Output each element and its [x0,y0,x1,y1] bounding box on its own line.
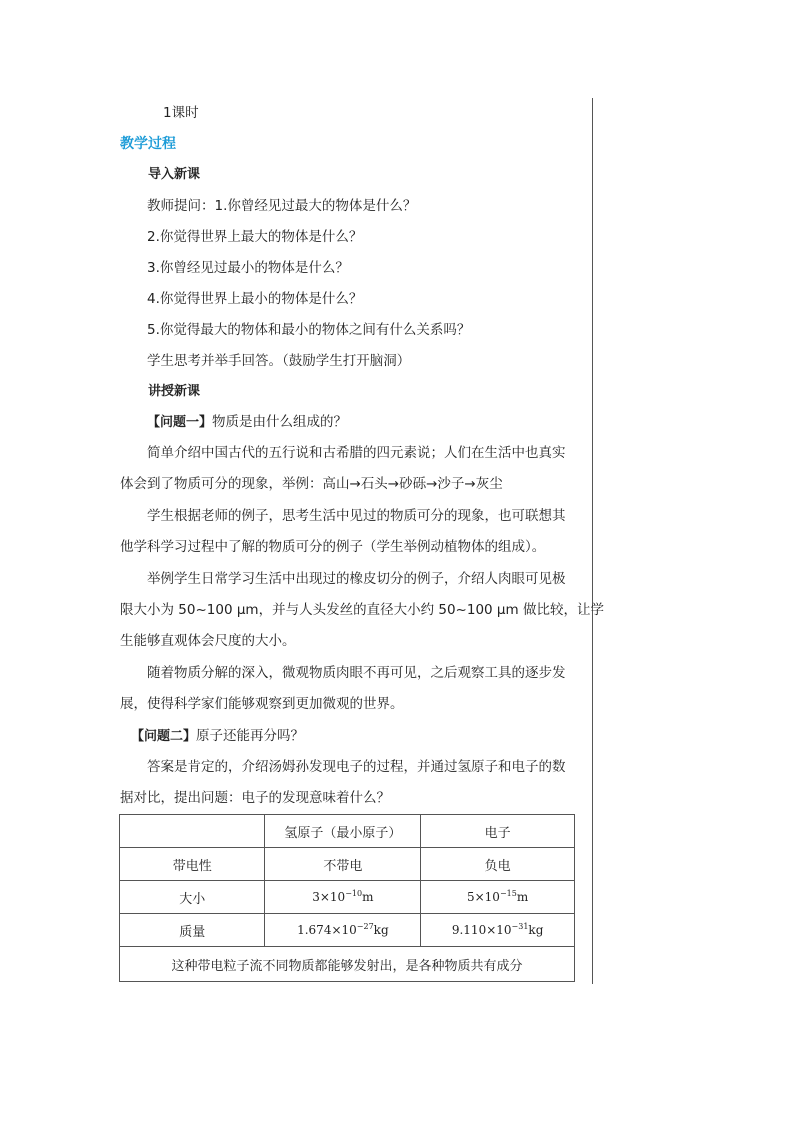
hydrogen-size [265,881,421,914]
row-label-mass: 质量 [120,914,265,947]
electron-mass [421,914,575,947]
atom-electron-comparison-table [119,814,575,982]
hydrogen-mass-base: 1.674×10 [297,923,357,937]
paragraph-1-line-1: 简单介绍中国古代的五行说和古希腊的四元素说；人们在生活中也真实 [147,445,566,461]
header-blank-cell [120,815,265,848]
problem-2-text: 原子还能再分吗？ [196,728,305,744]
intro-question-3: 3.你曾经见过最小的物体是什么？ [147,260,349,276]
electron-size [421,881,575,914]
problem-2 [131,726,304,747]
header-electron: 电子 [421,815,575,848]
electron-size-exponent: −15 [499,889,517,898]
electron-size-base: 5×10 [466,890,500,904]
paragraph-3-line-2: 限大小为 50~100 μm，并与人头发丝的直径大小约 50~100 μm 做比较，让学 [120,602,604,618]
intro-question-2: 2.你觉得世界上最大的物体是什么？ [147,229,363,245]
electron-mass-unit: kg [528,923,544,937]
hydrogen-mass-exponent: −27 [356,922,374,931]
hydrogen-mass-unit: kg [373,923,389,937]
hydrogen-charge: 不带电 [265,848,421,881]
paragraph-3-line-3: 生能够直观体会尺度的大小。 [120,633,296,649]
lesson-hours: 1课时 [163,105,199,121]
paragraph-4-line-2: 展，使得科学家们能够观察到更加微观的世界。 [120,696,404,712]
table-row [120,914,575,947]
electron-charge: 负电 [421,848,575,881]
process-heading: 教学过程 [120,136,176,152]
table-row [120,947,575,982]
row-label-charge: 带电性 [120,848,265,881]
intro-question-4: 4.你觉得世界上最小的物体是什么？ [147,291,363,307]
header-hydrogen-atom: 氢原子（最小原子） [265,815,421,848]
paragraph-4-line-1: 随着物质分解的深入，微观物质肉眼不再可见，之后观察工具的逐步发 [147,665,566,681]
paragraph-3-line-1: 举例学生日常学习生活中出现过的橡皮切分的例子，介绍人肉眼可见极 [147,571,566,587]
table-row [120,848,575,881]
column-divider [592,98,593,984]
table-footer-note: 这种带电粒子流不同物质都能够发射出，是各种物质共有成分 [120,947,575,982]
problem-2-tag: 【问题二】 [131,729,197,744]
paragraph-1-line-2: 体会到了物质可分的现象，举例：高山→石头→砂砾→沙子→灰尘 [120,476,503,492]
teach-heading: 讲授新课 [148,384,201,399]
paragraph-2-line-1: 学生根据老师的例子，思考生活中见过的物质可分的现象，也可联想其 [147,508,566,524]
hydrogen-size-exponent: −10 [345,889,363,898]
problem-1 [147,412,347,433]
paragraph-2-line-2: 他学科学习过程中了解的物质可分的例子（学生举例动植物体的组成）。 [120,539,546,555]
paragraph-5-line-1: 答案是肯定的，介绍汤姆孙发现电子的过程，并通过氢原子和电子的数 [147,759,566,775]
hydrogen-size-base: 3×10 [312,890,346,904]
problem-1-tag: 【问题一】 [147,415,213,430]
hydrogen-mass [265,914,421,947]
electron-mass-exponent: −31 [511,922,529,931]
row-label-size: 大小 [120,881,265,914]
electron-size-unit: m [516,890,529,904]
intro-heading: 导入新课 [148,167,201,182]
intro-question-1: 教师提问：1.你曾经见过最大的物体是什么？ [147,198,417,214]
electron-mass-base: 9.110×10 [451,923,512,937]
paragraph-5-line-2: 据对比，提出问题：电子的发现意味着什么？ [120,790,390,806]
intro-question-5: 5.你觉得最大的物体和最小的物体之间有什么关系吗？ [147,322,471,338]
problem-1-text: 物质是由什么组成的？ [212,414,348,430]
intro-student-response: 学生思考并举手回答。（鼓励学生打开脑洞） [147,353,411,369]
table-row [120,881,575,914]
table-row [120,815,575,848]
hydrogen-size-unit: m [362,890,374,904]
